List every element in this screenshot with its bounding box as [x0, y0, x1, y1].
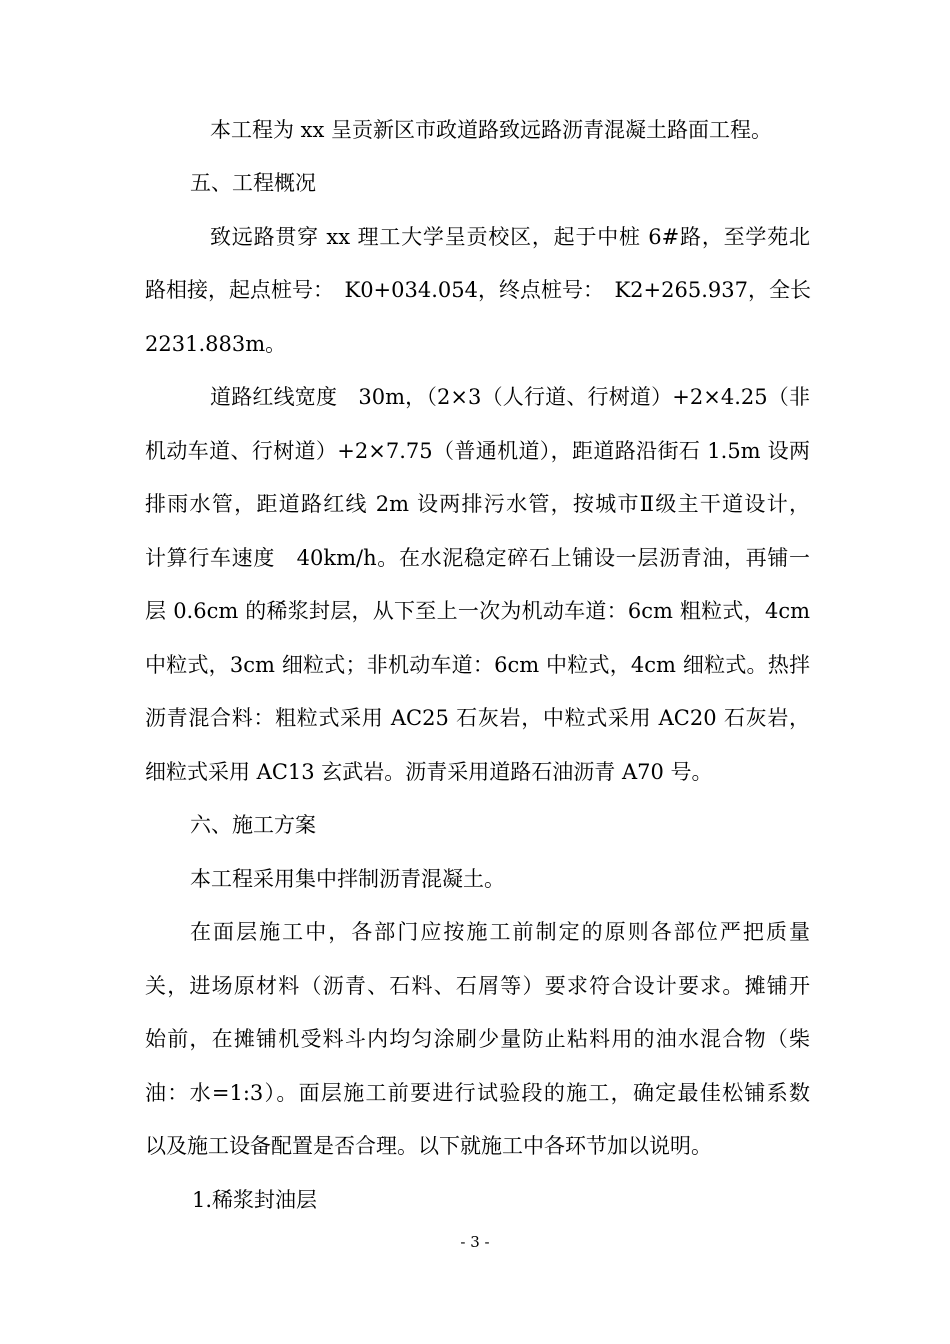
- paragraph-road-line-4: 计算行车速度 40km/h。在水泥稳定碎石上铺设一层沥青油，再铺一: [145, 546, 810, 570]
- paragraph-surface-line-3: 始前，在摊铺机受料斗内均匀涂刷少量防止粘料用的油水混合物（柴: [145, 1027, 810, 1051]
- paragraph-overview-line-2: 路相接，起点桩号： K0+034.054，终点桩号： K2+265.937，全长: [145, 278, 811, 302]
- subsection-heading-slurry-seal: 1.稀浆封油层: [192, 1188, 318, 1212]
- paragraph-plan-intro: 本工程采用集中拌制沥青混凝土。: [190, 867, 505, 891]
- paragraph-surface-line-4: 油：水=1:3）。面层施工前要进行试验段的施工，确定最佳松铺系数: [145, 1081, 810, 1105]
- paragraph-road-line-3: 排雨水管，距道路红线 2m 设两排污水管，按城市Ⅱ级主干道设计，: [145, 492, 810, 516]
- paragraph-road-line-6: 中粒式，3cm 细粒式；非机动车道：6cm 中粒式，4cm 细粒式。热拌: [145, 653, 810, 677]
- page-number: - 3 -: [460, 1233, 490, 1251]
- section-heading-overview: 五、工程概况: [190, 171, 316, 195]
- paragraph-overview-line-3: 2231.883m。: [145, 332, 287, 356]
- paragraph-project-intro: 本工程为 xx 呈贡新区市政道路致远路沥青混凝土路面工程。: [210, 118, 773, 142]
- paragraph-road-line-1: 道路红线宽度 30m，（2×3（人行道、行树道）+2×4.25（非: [210, 385, 810, 409]
- paragraph-surface-line-2: 关，进场原材料（沥青、石料、石屑等）要求符合设计要求。摊铺开: [145, 974, 810, 998]
- paragraph-road-line-5: 层 0.6cm 的稀浆封层，从下至上一次为机动车道：6cm 粗粒式，4cm: [145, 599, 810, 623]
- paragraph-road-line-2: 机动车道、行树道）+2×7.75（普通机道），距道路沿街石 1.5m 设两: [145, 439, 810, 463]
- section-heading-plan: 六、施工方案: [190, 813, 316, 837]
- paragraph-surface-line-5: 以及施工设备配置是否合理。以下就施工中各环节加以说明。: [145, 1134, 712, 1158]
- paragraph-road-line-8: 细粒式采用 AC13 玄武岩。沥青采用道路石油沥青 A70 号。: [145, 760, 713, 784]
- paragraph-overview-line-1: 致远路贯穿 xx 理工大学呈贡校区，起于中桩 6#路，至学苑北: [210, 225, 810, 249]
- paragraph-surface-line-1: 在面层施工中，各部门应按施工前制定的原则各部位严把质量: [190, 920, 810, 944]
- paragraph-road-line-7: 沥青混合料：粗粒式采用 AC25 石灰岩，中粒式采用 AC20 石灰岩，: [145, 706, 810, 730]
